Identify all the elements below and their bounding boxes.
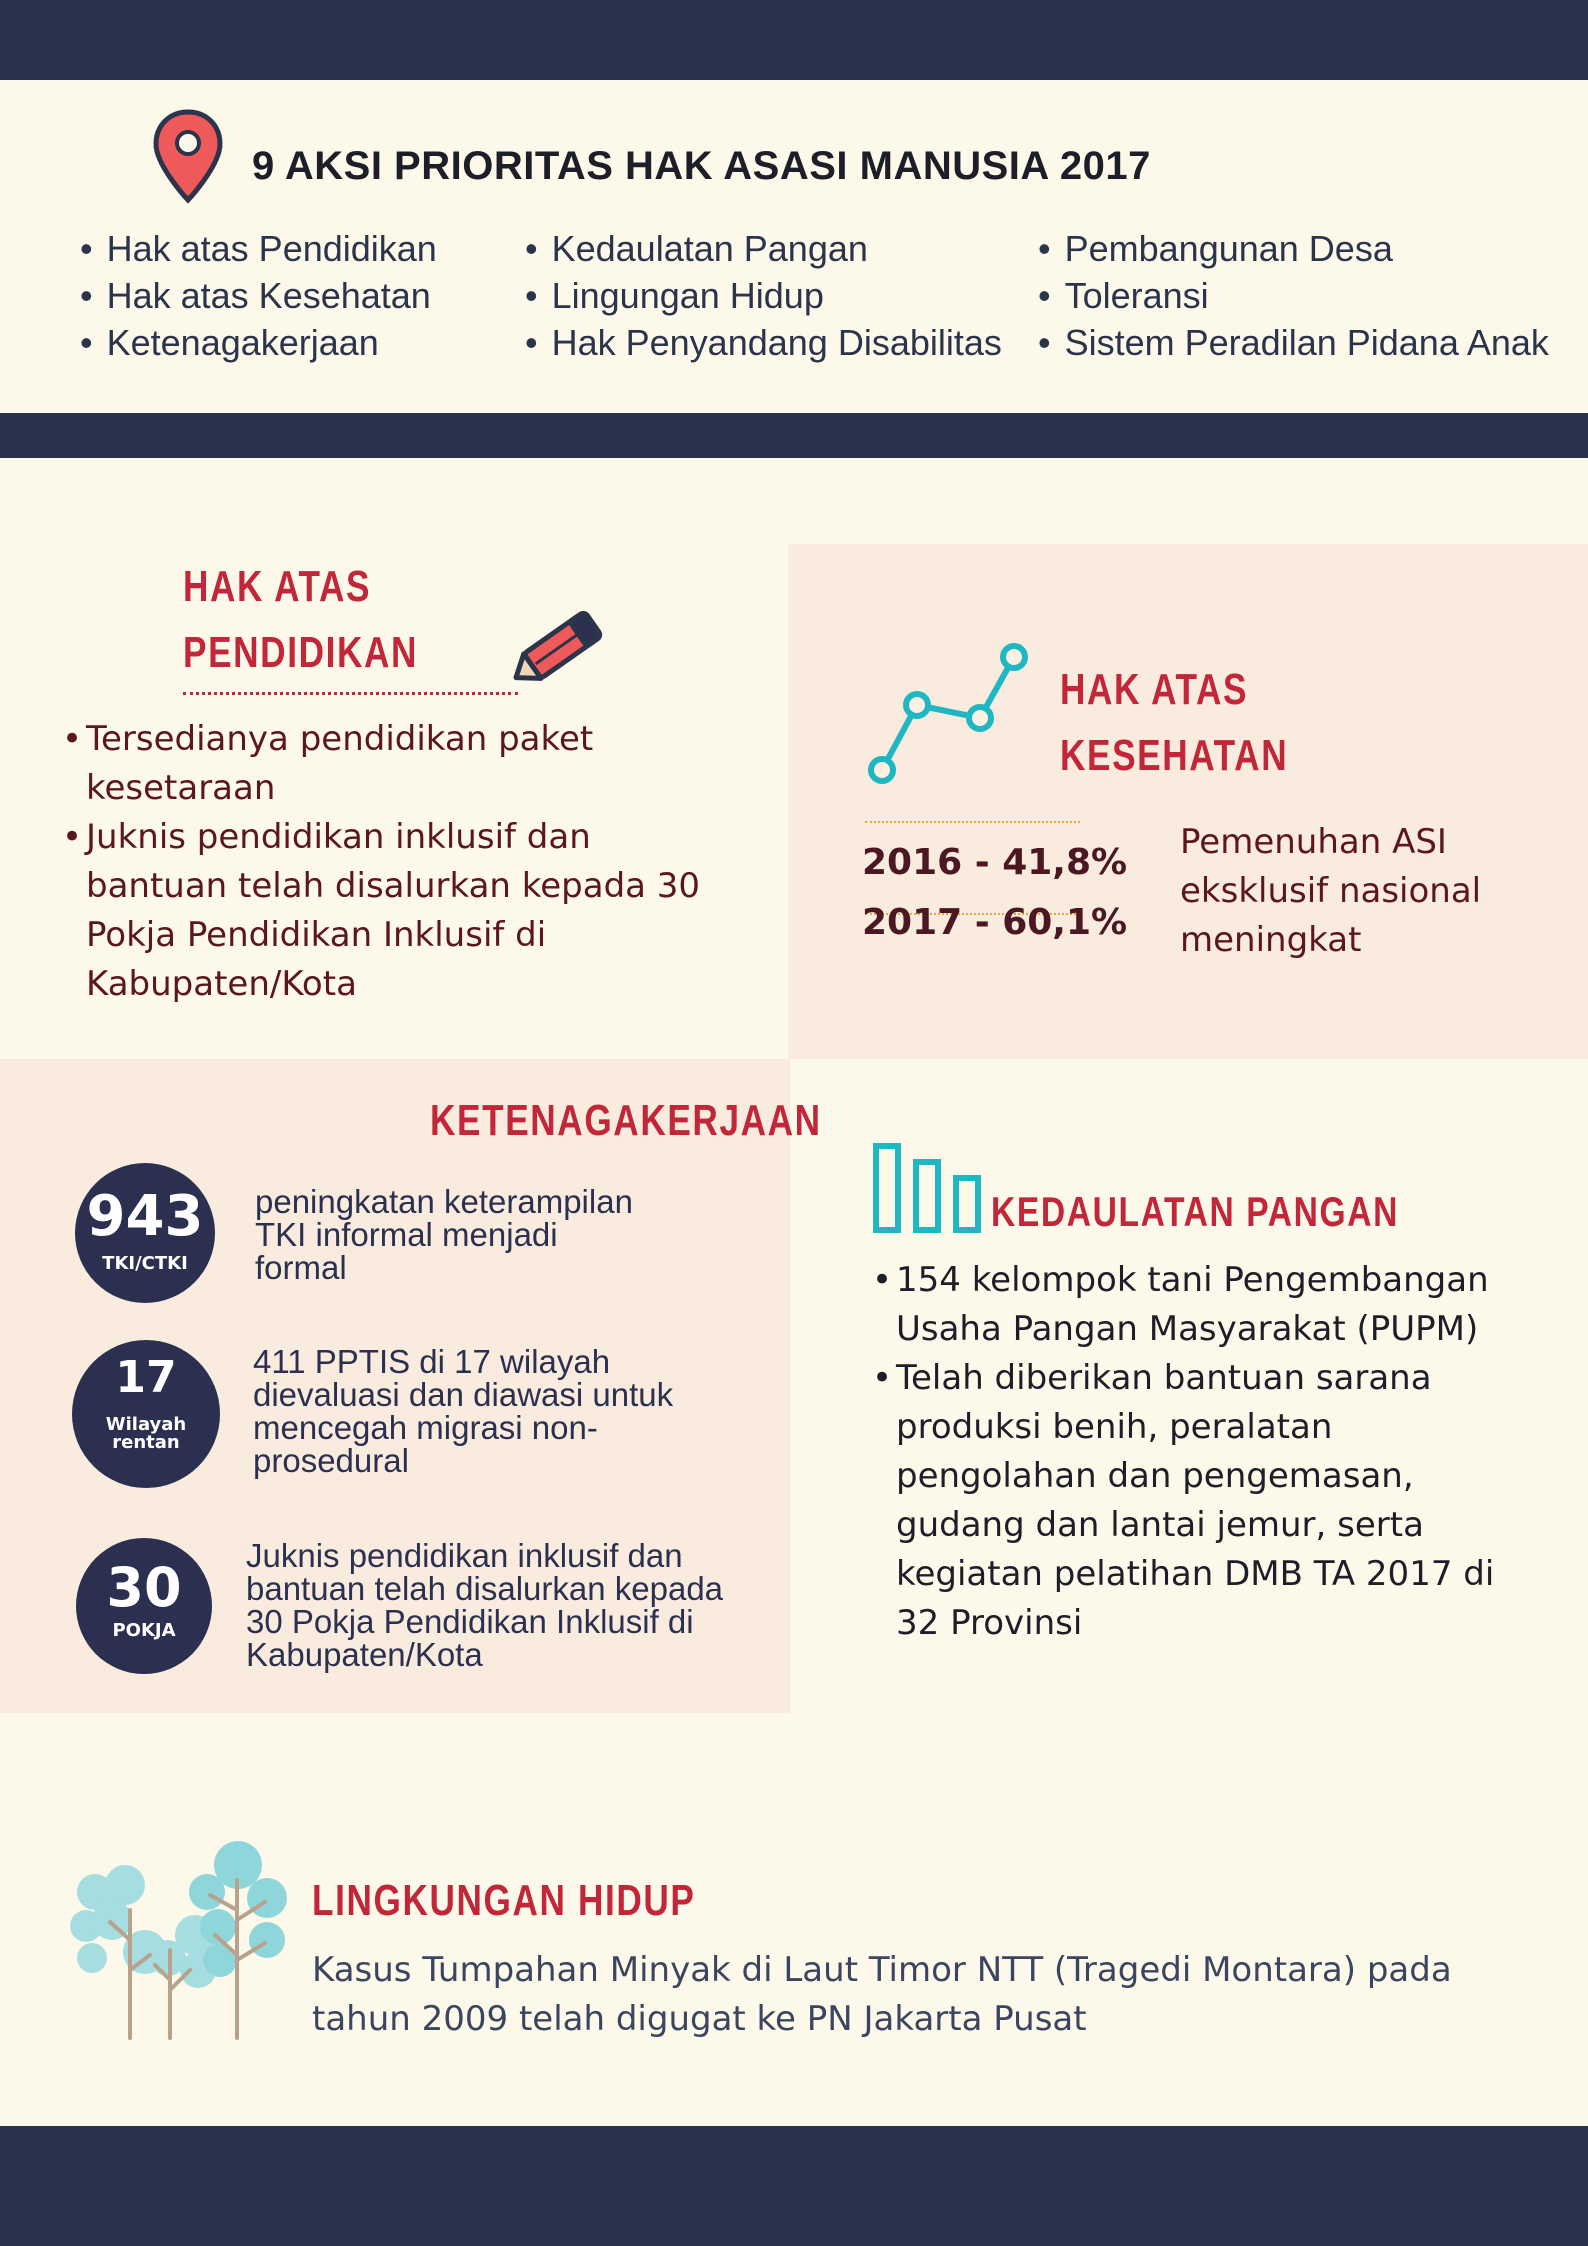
priority-list-col1: [80, 225, 437, 366]
stat-circle-17: [72, 1340, 220, 1488]
stat-2017: 2017 - 60,1%: [862, 902, 1128, 943]
stat-description: peningkatan keterampilan TKI informal menjadi formal: [255, 1183, 633, 1286]
stat-unit: TKI/CTKI: [102, 1253, 188, 1274]
stat-description: 411 PPTIS di 17 wilayah dievaluasi dan diawasi untuk mencegah migrasi non-prosedural: [253, 1343, 674, 1479]
stat-number: 30: [106, 1556, 182, 1619]
dotted-underline: [183, 692, 518, 695]
top-band: [0, 0, 1588, 80]
stat-2016: 2016 - 41,8%: [862, 842, 1128, 883]
list-item: • 154 kelompok tani Pengembangan Usaha Pangan Masyarakat (PUPM): [872, 1256, 1512, 1354]
kesehatan-title-line2: KESEHATAN: [1060, 731, 1289, 780]
line-graph-icon: [862, 640, 1032, 790]
kesehatan-panel: [788, 544, 1588, 1059]
stat-circle-30: [76, 1538, 212, 1674]
list-item: • Pembangunan Desa: [1038, 225, 1549, 272]
lingkungan-text: Kasus Tumpahan Minyak di Laut Timor NTT (Tragedi Montara) pada tahun 2009 telah digugat ke PN Jakarta Pusat: [312, 1950, 1452, 2039]
trees-icon: [70, 1840, 300, 2050]
list-item: • Ketenagakerjaan: [80, 319, 437, 366]
stat-unit: Wilayah rentan: [105, 1414, 187, 1453]
pangan-list: [872, 1256, 1512, 1648]
page-title: 9 AKSI PRIORITAS HAK ASASI MANUSIA 2017: [252, 144, 1151, 188]
divider-band: [0, 413, 1588, 458]
priority-list-col3: [1038, 225, 1549, 366]
list-item: • Juknis pendidikan inklusif dan bantuan telah disalurkan kepada 30 Pokja Pendidikan Inklusif di Kabupaten/Kota: [62, 813, 742, 1009]
list-item: • Telah diberikan bantuan sarana produksi benih, peralatan pengolahan dan pengemasan, gudang dan lantai jemur, serta kegiatan pelatihan DMB TA 2017 di 32 Provinsi: [872, 1354, 1512, 1648]
pendidikan-title-line2: PENDIDIKAN: [183, 628, 419, 677]
kesehatan-title-line1: HAK ATAS: [1060, 665, 1249, 714]
stat-description: Juknis pendidikan inklusif dan bantuan telah disalurkan kepada 30 Pokja Pendidikan Inklusif di Kabupaten/Kota: [246, 1537, 724, 1673]
priority-list-col2: [525, 225, 1002, 366]
bottom-band: [0, 2126, 1588, 2246]
list-item: • Hak Penyandang Disabilitas: [525, 319, 1002, 366]
stat-number: 943: [86, 1184, 204, 1249]
list-item: • Hak atas Pendidikan: [80, 225, 437, 272]
stat-circle-943: [75, 1163, 215, 1303]
list-item: • Lingungan Hidup: [525, 272, 1002, 319]
list-item: • Toleransi: [1038, 272, 1549, 319]
list-item: • Tersedianya pendidikan paket kesetaraan: [62, 715, 742, 813]
kesehatan-description: Pemenuhan ASI eksklusif nasional meningkat: [1180, 822, 1482, 960]
bar-chart-icon: [872, 1142, 982, 1234]
pencil-icon: [505, 598, 615, 698]
pendidikan-title-line1: HAK ATAS: [183, 562, 372, 611]
stat-number: 17: [115, 1352, 177, 1403]
ketenagakerjaan-title: KETENAGAKERJAAN: [430, 1096, 822, 1145]
lingkungan-title: LINGKUNGAN HIDUP: [312, 1876, 696, 1925]
pendidikan-list: [62, 715, 742, 1009]
list-item: • Sistem Peradilan Pidana Anak: [1038, 319, 1549, 366]
stat-dotted-line-1: [865, 821, 1080, 823]
pangan-title: KEDAULATAN PANGAN: [991, 1188, 1399, 1235]
list-item: • Kedaulatan Pangan: [525, 225, 1002, 272]
stat-unit: POKJA: [112, 1620, 176, 1641]
map-pin-icon: [152, 108, 224, 204]
list-item: • Hak atas Kesehatan: [80, 272, 437, 319]
